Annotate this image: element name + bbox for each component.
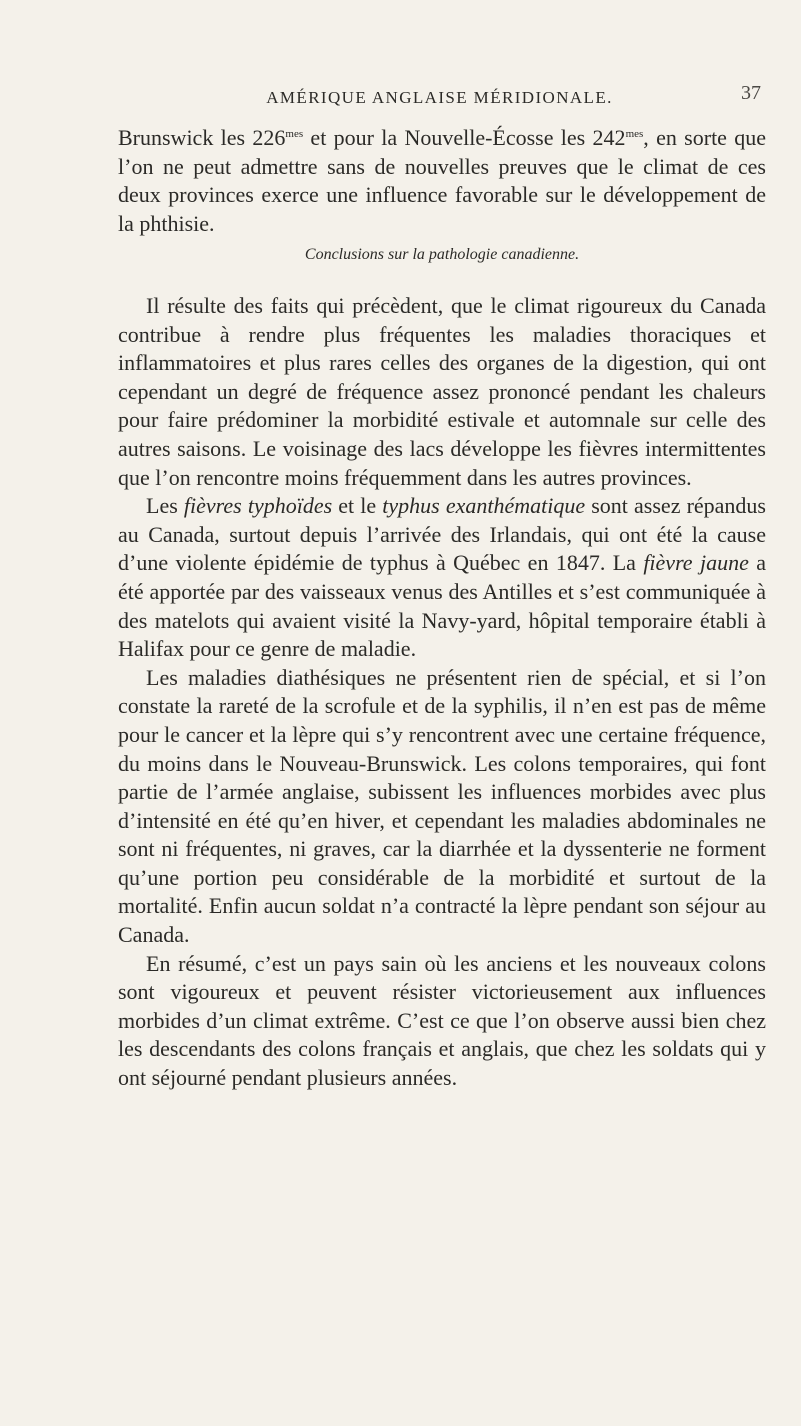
running-title: AMÉRIQUE ANGLAISE MÉRIDIONALE. [266,88,613,107]
ordinal-suffix-2: mes [625,128,644,140]
ordinal-suffix-1: mes [285,128,304,140]
intro-text-part2: et pour la Nouvelle-Écosse les 242 [303,125,626,150]
intro-text-part1: Brunswick les 226 [118,125,286,150]
term-typhoid-fevers: fièvres typhoïdes [183,493,333,519]
term-exanthematic-typhus: typhus exanthématique [382,493,586,519]
running-head [118,82,761,116]
page-number: 37 [741,82,761,104]
main-text [118,292,766,1093]
paragraph-summary: En résumé, c’est un pays sain où les anciens et les nouveaux colons sont vigoureux et peuvent résister victorieusement aux influences morbides d’un climat extrême. C’est ce que l’on observe aussi bien chez les descendants des colons français et anglais, que chez les soldats qui y ont séjourné pendant plusieurs années. [118,950,766,1091]
intro-text-part3: , en sorte que l’on ne peut admettre sans de nouvelles preuves que le climat de ces deux provinces exerce une influence favorable sur le développement de la phthisie. [118,125,767,236]
paragraph-fevers [118,492,766,664]
section-heading: Conclusions sur la pathologie canadienne. [304,246,580,263]
paragraph-diathesic-diseases: Les maladies diathésiques ne présentent rien de spécial, et si l’on constate la rareté de la scrofule et de la syphilis, il n’en est pas de même pour le cancer et la lèpre qui s’y rencontrent avec une certaine fréquence, du moins dans le Nouveau-Brunswick. Les colons temporaires, qui font partie de l’armée anglaise, subissent les influences morbides avec plus d’intensité en été qu’en hiver, et cependant les maladies abdominales ne sont ni fréquentes, ni graves, car la diarrhée et la dyssenterie ne forment qu’une portion peu considérable de la morbidité et surtout de la mortalité. Enfin aucun soldat n’a contracté la lèpre pendant son séjour au Canada. [118,664,766,948]
paragraph-climate: Il résulte des faits qui précèdent, que le climat rigoureux du Canada contribue à rendre plus fréquentes les maladies thoraciques et inflammatoires et plus rares celles des organes de la digestion, qui ont cependant un degré de fréquence assez prononcé pendant les chaleurs pour faire prédominer la morbidité estivale et automnale sur celle des autres saisons. Le voisinage des lacs développe les fièvres intermittentes que l’on rencontre moins fréquemment dans les autres provinces. [118,293,766,490]
fevers-text-a: Les [146,493,184,519]
fevers-text-c: sont assez répandus au Canada, surtout depuis l’arrivée des Irlandais, qui ont été la cause d’une violente épidémie de typhus à Québec en 1847. La [118,493,766,576]
intro-paragraph [118,124,766,238]
fevers-text-b: et le [332,493,383,519]
term-yellow-fever: fièvre jaune [643,550,749,576]
fevers-text-d: a été apportée par des vaisseaux venus des Antilles et s’est communiquée à des matelots qui avaient visité la Navy-yard, hôpital temporaire établi à Halifax pour ce genre de maladie. [118,550,766,662]
